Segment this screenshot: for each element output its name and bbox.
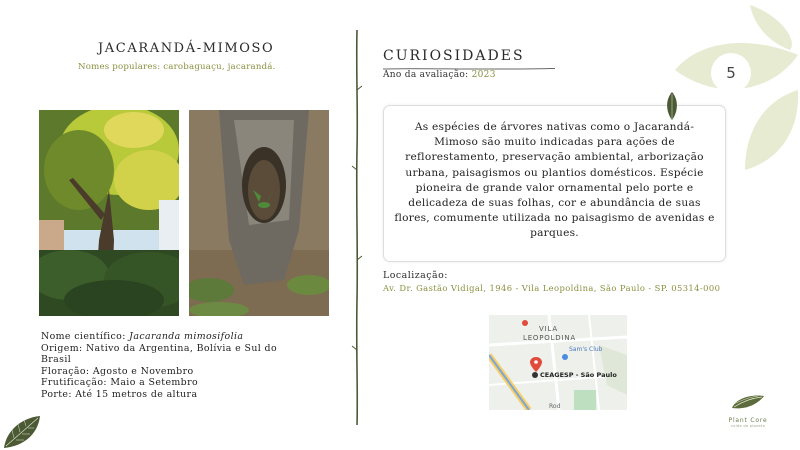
curiosities-text: As espécies de árvores nativas como o Jacarandá-Mimoso são muito indicadas para ações de reflorestamento, preservação ambiental, arborização urbana, paisagismos ou plantios domésticos. Espécie pioneira de grande valor ornamental pelo porte e delicadeza de suas folhas, cor e abundância de suas flores, comumente utilizada no paisagismo de avenidas e parques.: [394, 121, 715, 240]
tree-trunk-photo: [189, 110, 329, 316]
plant-core-logo-icon: [728, 392, 768, 412]
evaluation-year-value: 2023: [471, 70, 496, 80]
scientific-name: Jacaranda mimosifolia: [129, 331, 244, 342]
species-details: [41, 331, 303, 401]
species-title: JACARANDÁ-MIMOSO: [98, 41, 275, 56]
popular-names: Nomes populares: carobaguaçu, jacarandá.: [78, 62, 276, 72]
map-district-line1: VILA: [539, 325, 558, 333]
location-map[interactable]: [489, 315, 627, 410]
leaf-icon: [750, 5, 792, 50]
brand-tagline: cuide do planeta: [730, 424, 766, 428]
page-number: 5: [711, 53, 751, 93]
map-poi-marker: CEAGESP - São Paulo: [540, 371, 617, 379]
map-road-fragment: Rod: [549, 403, 561, 410]
fruiting-line: Frutificação: Maio a Setembro: [41, 377, 199, 389]
flowering-line: Floração: Agosto e Novembro: [41, 365, 194, 377]
evaluation-year: Ano da avaliação: 2023: [383, 70, 496, 80]
curiosities-title: CURIOSIDADES: [383, 48, 525, 64]
leaf-icon: [745, 90, 798, 170]
brand-name: Plant Core: [728, 417, 768, 424]
scientific-name-line: Nome científico: Jacaranda mimosifolia: [41, 331, 244, 342]
leaf-icon: [2, 414, 42, 450]
tree-canopy-photo: [39, 110, 179, 316]
brand-logo: [720, 392, 776, 428]
store-marker-icon: [562, 354, 568, 360]
location-label: Localização:: [383, 270, 448, 281]
location-address: Av. Dr. Gastão Vidigal, 1946 - Vila Leopoldina, São Paulo - SP. 05314-000: [383, 283, 721, 293]
map-poi-store: Sam's Club: [569, 346, 603, 353]
vertical-divider: [350, 30, 364, 425]
map-district-line2: LEOPOLDINA: [523, 334, 576, 342]
origin-line: Origem: Nativo da Argentina, Bolívia e Sul do Brasil: [41, 342, 277, 366]
size-line: Porte: Até 15 metros de altura: [41, 388, 198, 400]
